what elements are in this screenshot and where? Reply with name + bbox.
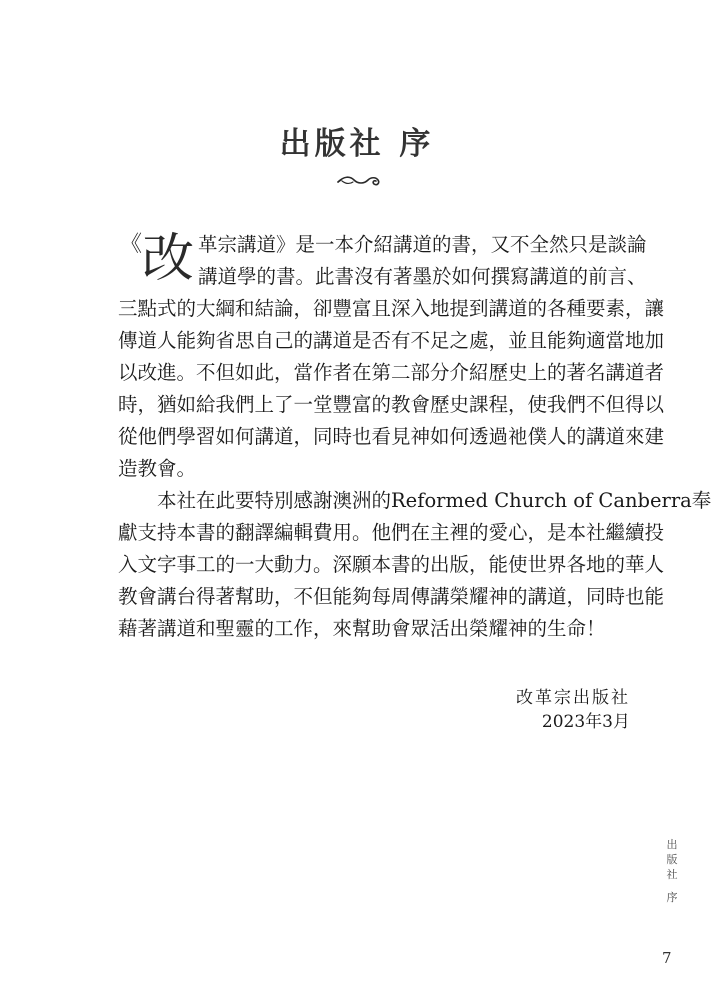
paragraph-1-line-4: 傳道人能夠省思自己的講道是否有不足之處，並且能夠適當地加 <box>118 329 665 352</box>
signature-block <box>516 686 630 734</box>
scroll-flourish-icon <box>336 170 382 190</box>
side-label-char: 序 <box>666 891 678 904</box>
side-label-char: 版 <box>666 853 678 866</box>
open-quote-mark: 《 <box>120 232 143 257</box>
publisher-name: 改革宗出版社 <box>516 688 630 708</box>
paragraph-1-opening <box>118 229 647 293</box>
side-label-char: 社 <box>666 868 678 881</box>
paragraph-1-line-7: 從他們學習如何講道，同時也看見神如何透過祂僕人的講道來建 <box>118 425 665 448</box>
page-title: 出版社 序 <box>279 126 435 162</box>
page-number: 7 <box>662 949 672 967</box>
paragraph-2-line-4: 教會講台得著幫助，不但能夠每周傳講榮耀神的講道，同時也能 <box>118 585 665 608</box>
side-label-char: 出 <box>666 838 678 851</box>
side-label-gap <box>663 882 681 890</box>
paragraph-1-line-1: 革宗講道》是一本介紹講道的書，又不全然只是談論 <box>198 233 647 256</box>
paragraph-1-line-6: 時，猶如給我們上了一堂豐富的教會歷史課程，使我們不但得以 <box>118 393 665 416</box>
paragraph-1-line-3: 三點式的大綱和結論，卻豐富且深入地提到講道的各種要素，讓 <box>118 297 665 320</box>
paragraph-1-line-2: 講道學的書。此書沒有著墨於如何撰寫講道的前言、 <box>198 265 647 288</box>
paragraph-1-line-5: 以改進。不但如此，當作者在第二部分介紹歷史上的著名講道者 <box>118 361 665 384</box>
paragraph-1-line-8: 造教會。 <box>118 457 197 480</box>
paragraph-1 <box>118 229 665 485</box>
paragraph-2-line-2: 獻支持本書的翻譯編輯費用。他們在主裡的愛心，是本社繼續投 <box>118 521 665 544</box>
paragraph-2-line-3: 入文字事工的一大動力。深願本書的出版，能使世界各地的華人 <box>118 553 665 576</box>
drop-cap: 改 <box>142 229 195 289</box>
paragraph-2 <box>118 485 712 645</box>
running-section-label <box>663 837 681 905</box>
preface-body <box>118 229 712 645</box>
publication-date: 2023年3月 <box>541 712 630 732</box>
paragraph-2-line-5: 藉著講道和聖靈的工作，來幫助會眾活出榮耀神的生命！ <box>118 617 606 640</box>
drop-cap-lines <box>198 229 647 293</box>
paragraph-2-line-1: 本社在此要特別感謝澳洲的Reformed Church of Canberra奉 <box>157 489 712 512</box>
